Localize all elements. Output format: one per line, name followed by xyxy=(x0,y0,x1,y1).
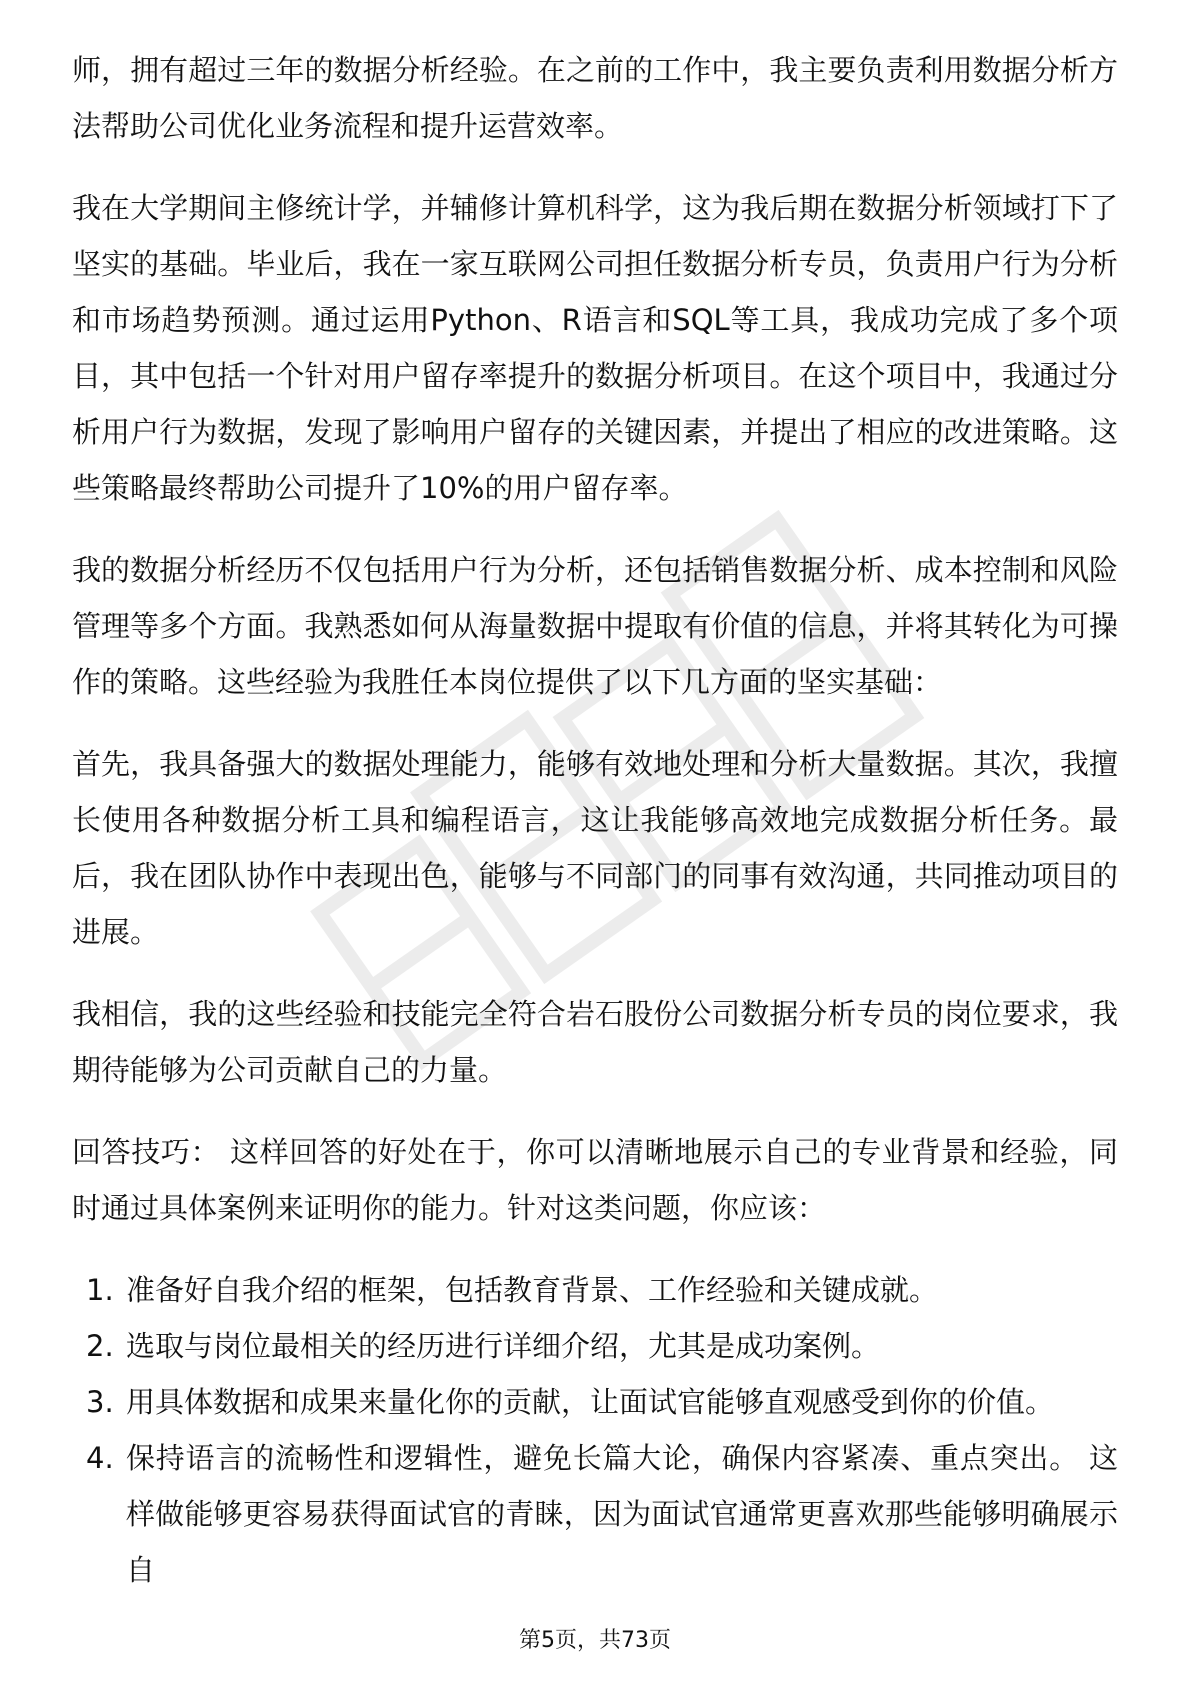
list-item-number: 2. xyxy=(86,1329,114,1363)
paragraph-strengths: 首先，我具备强大的数据处理能力，能够有效地处理和分析大量数据。其次，我擅长使用各种数据分析工具和编程语言，这让我能够高效地完成数据分析任务。最后，我在团队协作中表现出色，能够与不同部门的同事有效沟通，共同推动项目的进展。 xyxy=(72,747,1118,949)
paragraph-intro-continued: 师，拥有超过三年的数据分析经验。在之前的工作中，我主要负责利用数据分析方法帮助公司优化业务流程和提升运营效率。 xyxy=(72,53,1118,143)
list-item xyxy=(72,1262,1118,1318)
paragraph-conclusion: 我相信，我的这些经验和技能完全符合岩石股份公司数据分析专员的岗位要求，我期待能够为公司贡献自己的力量。 xyxy=(72,997,1118,1087)
list-item-number: 4. xyxy=(86,1441,114,1475)
page-number-footer: 第5页，共73页 xyxy=(519,1628,671,1653)
tips-list xyxy=(72,1262,1118,1598)
list-item-text: 用具体数据和成果来量化你的贡献，让面试官能够直观感受到你的价值。 xyxy=(126,1385,1055,1419)
paragraph-education-experience: 我在大学期间主修统计学，并辅修计算机科学，这为我后期在数据分析领域打下了坚实的基础。毕业后，我在一家互联网公司担任数据分析专员，负责用户行为分析和市场趋势预测。通过运用Python、R语言和SQL等工具，我成功完成了多个项目，其中包括一个针对用户留存率提升的数据分析项目。在这个项目中，我通过分析用户行为数据，发现了影响用户留存的关键因素，并提出了相应的改进策略。这些策略最终帮助公司提升了10%的用户留存率。 xyxy=(72,191,1118,505)
document-body xyxy=(72,42,1118,1598)
list-item-text: 准备好自我介绍的框架，包括教育背景、工作经验和关键成就。 xyxy=(126,1273,939,1307)
list-item xyxy=(72,1374,1118,1430)
list-item-text: 选取与岗位最相关的经历进行详细介绍，尤其是成功案例。 xyxy=(126,1329,881,1363)
list-item xyxy=(72,1318,1118,1374)
paragraph-experience-scope: 我的数据分析经历不仅包括用户行为分析，还包括销售数据分析、成本控制和风险管理等多个方面。我熟悉如何从海量数据中提取有价值的信息，并将其转化为可操作的策略。这些经验为我胜任本岗位提供了以下几方面的坚实基础： xyxy=(72,553,1118,699)
list-item xyxy=(72,1430,1118,1598)
list-item-text: 保持语言的流畅性和逻辑性，避免长篇大论，确保内容紧凑、重点突出。 这样做能够更容易获得面试官的青睐，因为面试官通常更喜欢那些能够明确展示自 xyxy=(126,1441,1118,1587)
list-item-number: 1. xyxy=(86,1273,114,1307)
paragraph-answer-tips: 回答技巧： 这样回答的好处在于，你可以清晰地展示自己的专业背景和经验，同时通过具体案例来证明你的能力。针对这类问题，你应该： xyxy=(72,1135,1118,1225)
list-item-number: 3. xyxy=(86,1385,114,1419)
